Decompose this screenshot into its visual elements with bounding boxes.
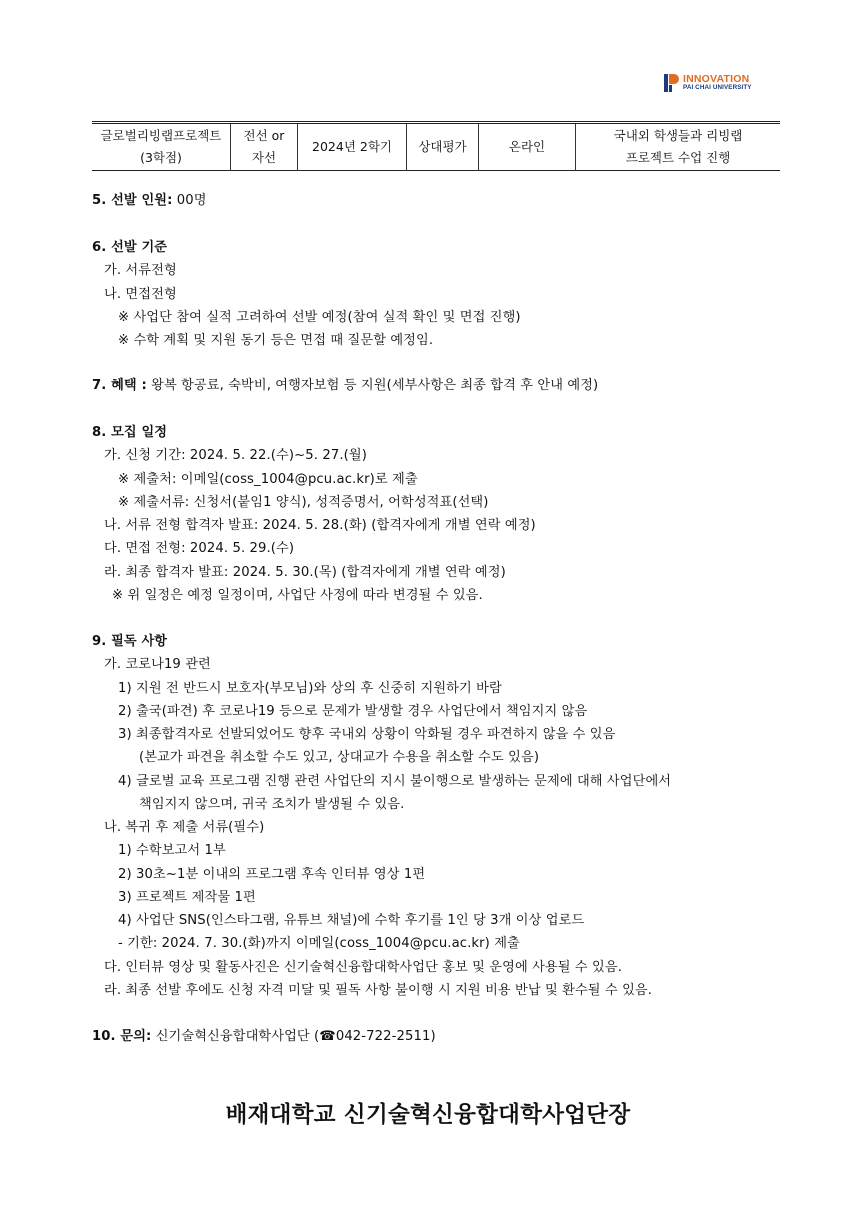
section-9-na3: 3) 프로젝트 제작물 1편 <box>118 890 256 905</box>
section-9-na1: 1) 수학보고서 1부 <box>118 843 226 858</box>
section-9-ga3: 3) 최종합격자로 선발되었어도 향후 국내외 상황이 악화될 경우 파견하지 않을 수 있음 <box>118 727 616 742</box>
section-8-ga-note1: ※ 제출처: 이메일(coss_1004@pcu.ac.kr)로 제출 <box>118 472 418 487</box>
grading-cell <box>407 123 479 171</box>
section-9-ga1: 1) 지원 전 반드시 보호자(부모님)와 상의 후 신중히 지원하기 바람 <box>118 681 502 696</box>
course-type-cell <box>231 123 298 171</box>
section-10 <box>92 1029 436 1045</box>
semester: 2024년 2학기 <box>312 139 392 154</box>
section-8-ga-note2: ※ 제출서류: 신청서(붙임1 양식), 성적증명서, 어학성적표(선택) <box>118 495 489 510</box>
logo-line1: INNOVATION <box>683 73 750 85</box>
section-7 <box>92 378 598 394</box>
section-9-deadline: - 기한: 2024. 7. 30.(화)까지 이메일(coss_1004@pcu.ac.kr) 제출 <box>118 936 520 951</box>
section-8-note: ※ 위 일정은 예정 일정이며, 사업단 사정에 따라 변경될 수 있음. <box>112 588 483 603</box>
section-9-na4: 4) 사업단 SNS(인스타그램, 유튜브 채널)에 수학 후기를 1인 당 3개 이상 업로드 <box>118 913 585 928</box>
section-9-ga4b: 책임지지 않으며, 귀국 조치가 발생될 수 있음. <box>139 797 405 812</box>
section-9-ga4: 4) 글로벌 교육 프로그램 진행 관련 사업단의 지시 불이행으로 발생하는 문제에 대해 사업단에서 <box>118 774 672 789</box>
course-name-cell <box>92 123 231 171</box>
grading: 상대평가 <box>418 139 467 154</box>
section-8-ga: 가. 신청 기간: 2024. 5. 22.(수)~5. 27.(월) <box>104 448 367 463</box>
section-8-ra: 라. 최종 합격자 발표: 2024. 5. 30.(목) (합격자에게 개별 연락 예정) <box>104 565 506 580</box>
semester-cell <box>298 123 407 171</box>
section-9-da: 다. 인터뷰 영상 및 활동사진은 신기술혁신융합대학사업단 홍보 및 운영에 사용될 수 있음. <box>104 960 623 975</box>
section-9-ga3b: (본교가 파견을 취소할 수도 있고, 상대교가 수용을 취소할 수도 있음) <box>139 750 540 765</box>
section-7-heading: 7. 혜택 : <box>92 378 147 393</box>
description-line1: 국내외 학생들과 리빙랩 <box>613 128 743 143</box>
section-9-heading: 9. 필독 사항 <box>92 634 168 649</box>
mode-cell <box>479 123 576 171</box>
section-10-value: 신기술혁신융합대학사업단 (☎042-722-2511) <box>151 1029 436 1044</box>
course-credits: (3학점) <box>140 150 182 165</box>
description-line2: 프로젝트 수업 진행 <box>625 150 731 165</box>
section-6-ga: 가. 서류전형 <box>104 263 177 278</box>
section-9-ga: 가. 코로나19 관련 <box>104 657 211 672</box>
section-5-value: 00명 <box>172 193 207 208</box>
section-6-note1: ※ 사업단 참여 실적 고려하여 선발 예정(참여 실적 확인 및 면접 진행) <box>118 310 521 325</box>
section-10-heading: 10. 문의: <box>92 1029 152 1044</box>
course-type-line1: 전선 or <box>243 128 285 143</box>
delivery-mode: 온라인 <box>508 139 546 154</box>
course-info-table <box>92 121 780 171</box>
section-9-na: 나. 복귀 후 제출 서류(필수) <box>104 820 265 835</box>
section-6-note2: ※ 수학 계획 및 지원 동기 등은 면접 때 질문할 예정임. <box>118 333 434 348</box>
course-type-line2: 자선 <box>251 150 277 165</box>
university-logo <box>664 72 764 94</box>
section-6-na: 나. 면접전형 <box>104 287 177 302</box>
course-name: 글로벌리빙랩프로젝트 <box>100 128 222 143</box>
section-5 <box>92 193 207 209</box>
logo-line2: PAI CHAI UNIVERSITY <box>683 84 752 91</box>
section-6-heading: 6. 선발 기준 <box>92 240 168 255</box>
table-row <box>92 123 780 171</box>
section-5-heading: 5. 선발 인원: <box>92 193 173 208</box>
issuer-signature: 배재대학교 신기술혁신융합대학사업단장 <box>225 1102 631 1128</box>
description-cell <box>576 123 781 171</box>
section-9-ga2: 2) 출국(파견) 후 코로나19 등으로 문제가 발생할 경우 사업단에서 책임지지 않음 <box>118 704 588 719</box>
section-8-na: 나. 서류 전형 합격자 발표: 2024. 5. 28.(화) (합격자에게 개별 연락 예정) <box>104 518 536 533</box>
section-9-ra: 라. 최종 선발 후에도 신청 자격 미달 및 필독 사항 불이행 시 지원 비용 반납 및 환수될 수 있음. <box>104 983 653 998</box>
pai-chai-logo-icon <box>664 74 680 92</box>
section-8-da: 다. 면접 전형: 2024. 5. 29.(수) <box>104 541 295 556</box>
section-8-heading: 8. 모집 일정 <box>92 425 168 440</box>
section-7-value: 왕복 항공료, 숙박비, 여행자보험 등 지원(세부사항은 최종 합격 후 안내 예정) <box>146 378 599 393</box>
section-9-na2: 2) 30초~1분 이내의 프로그램 후속 인터뷰 영상 1편 <box>118 867 426 882</box>
